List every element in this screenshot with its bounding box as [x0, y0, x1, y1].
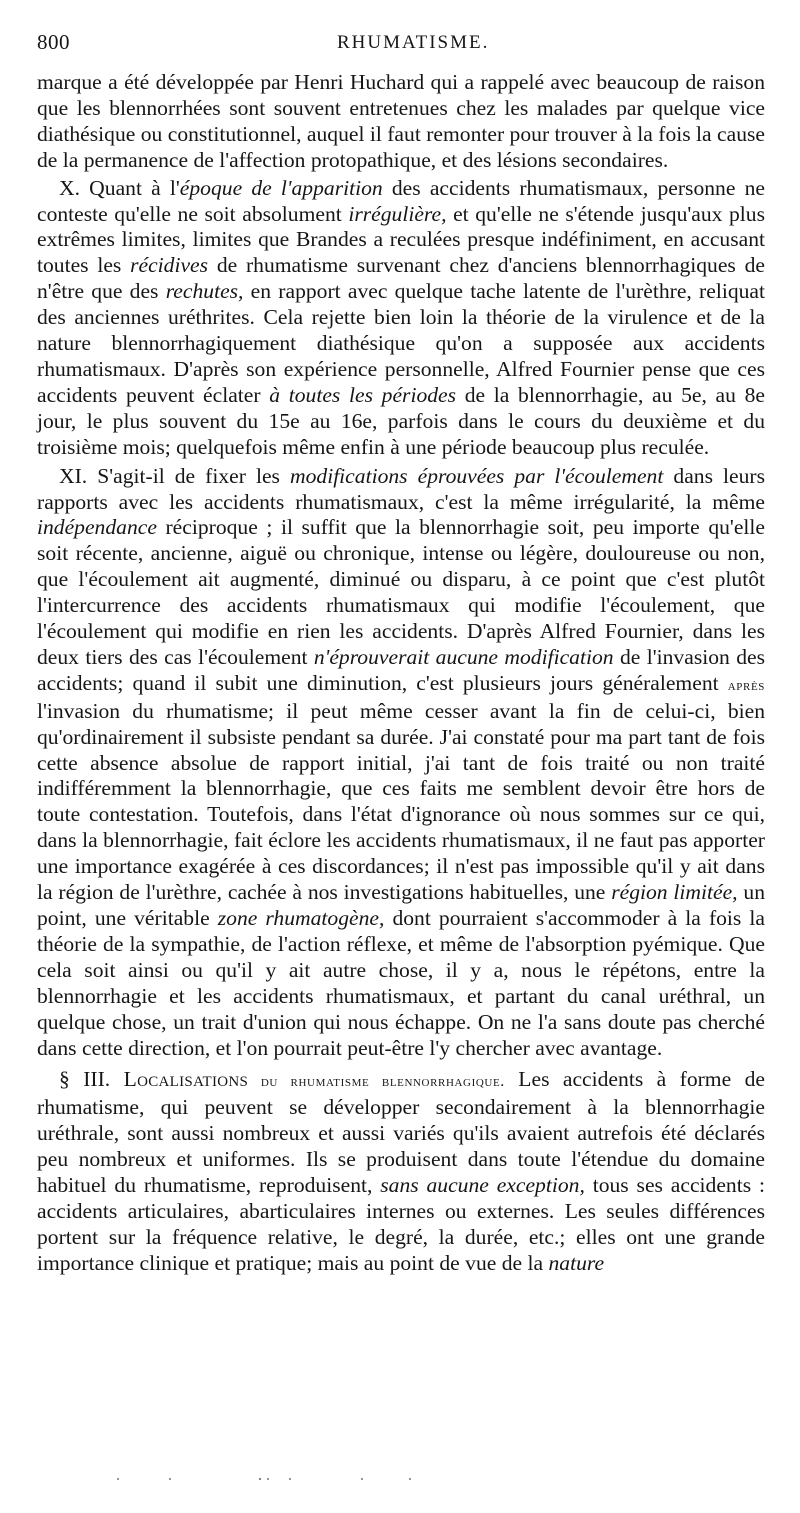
- text-run: un point, une véritable: [37, 880, 765, 930]
- italic-run: à toutes les périodes: [269, 382, 457, 407]
- text-run: réciproque ; il suffit que la blennorrhagie soit, peu importe qu'elle soit récente, ancienne, aiguë ou chronique, intense ou légère, douloureuse ou non, que l'écoulement ait augmenté, diminué ou disparu, à ce point que c'est plutôt l'intercurrence des accidents rhumatismaux qui modifie l'écoulement, que l'écoulement qui modifie en rien les accidents. D'après Alfred Fournier, dans les deux tiers des cas l'écoulement: [37, 515, 765, 669]
- italic-run: sans aucune exception,: [380, 1173, 585, 1198]
- italic-run: région limitée,: [611, 880, 738, 905]
- text-run: XI. S'agit-il de fixer les: [59, 463, 290, 488]
- italic-run: n'éprouverait aucune modification: [313, 644, 614, 669]
- text-run: X. Quant à l': [59, 175, 180, 200]
- italic-run: récidives: [130, 253, 209, 278]
- speck: [361, 1478, 363, 1480]
- paragraph-continuation: [37, 70, 765, 174]
- italic-run: époque de l'apparition: [179, 175, 383, 200]
- text-run: tous ses accidents : accidents articulaires, abarticulaires internes ou externes. Les seules différences portent sur la fréquence relative, le degré, la durée, etc.; elles ont une grande importance clinique et pratique; mais au point de vue de la: [37, 1173, 765, 1275]
- italic-run: indépendance: [37, 515, 157, 540]
- text-run: l'invasion du rhumatisme; il peut même cesser avant la fin de celui-ci, bien qu'ordinairement il subsiste pendant sa durée. J'ai constaté pour ma part tant de fois cette absence absolue de rapport initial, j'ai tant de fois traité ou non traité indifféremment la blennorrhagie, que ces faits me semblent devoir être hors de toute contestation. Toutefois, dans l'état d'ignorance où nous sommes sur ce qui, dans la blennorrhagie, fait éclore les accidents rhumatismaux, il ne faut pas apporter une importance exagérée à ces discordances; il n'est pas impossible qu'il y ait dans la région de l'urèthre, cachée à nos investigations habituelles, une: [37, 698, 765, 905]
- italic-run: nature: [548, 1250, 605, 1275]
- section-heading-rest: du rhumatisme blennorrhagique.: [248, 1073, 505, 1091]
- paragraph-section-xi: [37, 464, 765, 1062]
- text-run: dans leurs rapports avec les accidents rhumatismaux, c'est la même irrégularité, la même: [37, 463, 765, 514]
- text-run: des accidents rhumatismaux, personne ne conteste qu'elle ne soit absolument: [37, 175, 765, 226]
- paragraph-section-iii: [37, 1067, 765, 1276]
- paragraph-section-x: [37, 176, 765, 461]
- section-heading: Localisations: [123, 1067, 249, 1092]
- italic-run: rechutes,: [165, 279, 244, 304]
- italic-run: irrégulière,: [348, 201, 447, 226]
- running-title: RHUMATISME.: [337, 32, 490, 53]
- running-head: [37, 30, 765, 56]
- text-run: Les accidents à forme de rhumatisme, qui peuvent se développer secondairement à la blennorrhagie uréthrale, sont aussi nombreux et aussi variés qu'ils avaient autrefois été déclarés peu nombreux et uniformes. Ils se produisent dans toute l'étendue du domaine habituel du rhumatisme, reproduisent,: [37, 1067, 765, 1198]
- speck: [267, 1478, 269, 1480]
- text-run: de l'invasion des accidents; quand il subit une diminution, c'est plusieurs jours généralement: [37, 644, 765, 695]
- text-run: de la blennorrhagie, au 5e, au 8e jour, le plus souvent du 15e au 16e, parfois dans le cours du deuxième et du troisième mois; quelquefois même enfin à une période beaucoup plus reculée.: [37, 382, 765, 459]
- italic-run: modifications éprouvées par l'écoulement: [290, 463, 664, 488]
- print-specks: [110, 1476, 460, 1482]
- speck: [117, 1478, 119, 1480]
- page-number: 800: [37, 30, 70, 54]
- text-run: dont pourraient s'accommoder à la fois la théorie de la sympathie, de l'action réflexe, et même de l'absorption pyémique. Que cela soit ainsi ou qu'il y ait autre chose, il y a, nous le répétons, entre la blennorrhagie et les accidents rhumatismaux, et partant du canal uréthral, un quelque chose, un trait d'union qui nous échappe. On ne l'a sans doute pas cherché dans cette direction, et l'on pourrait peut-être l'y chercher avec avantage.: [37, 906, 766, 1060]
- smallcaps-run: après: [727, 676, 765, 694]
- speck: [259, 1478, 261, 1480]
- speck: [289, 1478, 291, 1480]
- speck: [169, 1478, 171, 1480]
- italic-run: zone rhumatogène,: [217, 906, 385, 930]
- speck: [409, 1478, 411, 1480]
- paragraph-text: marque a été développée par Henri Huchard qui a rappelé avec beaucoup de raison que les blennorrhées sont souvent entretenues chez les malades par quelque vice diathésique ou constitutionnel, auquel il faut remonter pour trouver à la fois la cause de la permanence de l'affection protopathique, et des lésions secondaires.: [37, 70, 765, 172]
- section-number: § III.: [59, 1067, 124, 1092]
- text-run: en rapport avec quelque tache latente de l'urèthre, reliquat des anciennes uréthrites. Cela rejette bien loin la théorie de la virulence et de la nature blennorrhagiquement diathésique qu'on a supposée aux accidents rhumatismaux. D'après son expérience personnelle, Alfred Fournier pense que ces accidents peuvent éclater: [37, 279, 765, 407]
- text-run: de rhumatisme survenant chez d'anciens blennorrhagiques de n'être que des: [37, 253, 765, 304]
- text-run: et qu'elle ne s'étende jusqu'aux plus extrêmes limites, limites que Brandes a reculées presque indéfiniment, en accusant toutes les: [37, 201, 766, 278]
- book-page: [37, 30, 765, 1277]
